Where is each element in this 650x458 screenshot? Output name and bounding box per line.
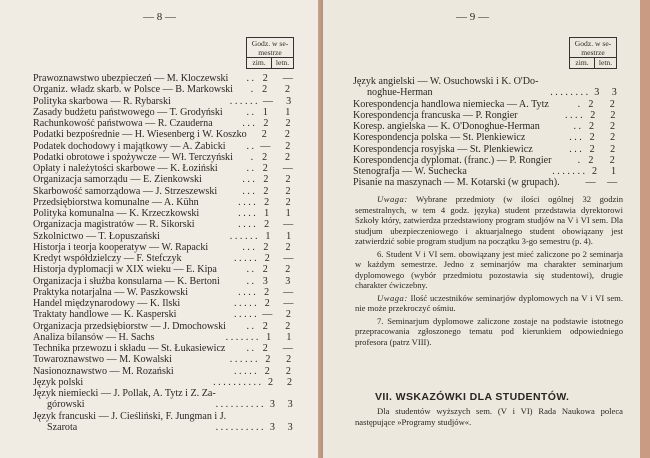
hours-summer: 2 bbox=[285, 118, 291, 129]
left-page bbox=[0, 0, 322, 458]
hours-summer: 2 bbox=[285, 84, 291, 96]
course-name: Podatek dochodowy i majątkowy — A. Żabicki bbox=[33, 140, 226, 152]
hours-summer bbox=[276, 411, 299, 422]
hours-summer: 2 bbox=[609, 121, 616, 132]
hours-winter: 3 bbox=[594, 87, 600, 99]
course-row bbox=[33, 242, 299, 253]
course-row bbox=[33, 399, 299, 410]
hours-winter: 2 bbox=[268, 376, 274, 388]
hours-winter: 2 bbox=[590, 109, 596, 121]
course-row bbox=[33, 84, 299, 95]
leader-dots: . . . bbox=[569, 143, 582, 155]
course-name: Koresp. angielska — K. O'Donoghue-Herman bbox=[353, 121, 540, 132]
hdr-mestrze-right: mestrze bbox=[581, 48, 605, 57]
course-name: Język polski bbox=[33, 376, 84, 388]
hours-winter: 2 bbox=[264, 253, 270, 264]
leader-dots: . . . . bbox=[238, 196, 256, 208]
paragraph-6: 6. Student V i VI sem. obowiązany jest mieć zaliczone po 2 seminarja w każdym semestrze. Jedno z seminarjów ma charakter seminarjum dyplomowego (wybór przedmiotu pozostawia się studentowi), drugie charakter ćwiczebny. bbox=[355, 248, 623, 290]
hours-summer: 2 bbox=[609, 154, 615, 166]
leader-dots: . . bbox=[246, 106, 255, 118]
hours-winter: 2 bbox=[263, 185, 269, 197]
course-name: Historja i teorja kooperatyw — W. Rapacki bbox=[33, 241, 209, 253]
course-name: Nasionoznawstwo — M. Rozański bbox=[33, 365, 174, 377]
hours-summer: 2 bbox=[285, 365, 291, 377]
hours-winter: 2 bbox=[264, 298, 270, 309]
course-name: Korespondencja polska — St. Plenkiewicz bbox=[353, 132, 526, 144]
leader-dots: . . . . . . bbox=[229, 230, 258, 242]
hdr-godz-right: Godz. w se- bbox=[574, 39, 612, 48]
hdr-letn-left: letn. bbox=[272, 58, 294, 69]
course-row bbox=[33, 366, 299, 377]
hours-header-left bbox=[246, 37, 294, 69]
section-text: Dla studentów wyższych sem. (V i VI) Rada Naukowa poleca następujące »Programy studjów«. bbox=[355, 406, 623, 427]
hours-summer: — bbox=[607, 177, 618, 189]
leader-dots: . . . . . . . . . . bbox=[215, 421, 264, 433]
hours-summer: 2 bbox=[285, 174, 291, 186]
hours-summer: 2 bbox=[285, 151, 291, 163]
right-page bbox=[323, 0, 646, 458]
hours-summer: — bbox=[283, 253, 294, 264]
leader-dots: . . . . . bbox=[233, 365, 257, 377]
course-row bbox=[33, 73, 299, 84]
course-name: Język niemiecki — J. Pollak, A. Tytz i Z. Za- bbox=[33, 388, 216, 399]
course-row bbox=[353, 87, 623, 98]
course-row bbox=[353, 110, 623, 121]
hours-summer: 2 bbox=[609, 98, 615, 110]
hdr-mestrze-left: mestrze bbox=[258, 48, 282, 57]
hours-summer: 2 bbox=[285, 140, 291, 152]
course-row bbox=[33, 152, 299, 163]
course-row bbox=[33, 231, 299, 242]
course-name: Podatki obrotowe i spożywcze — Wł. Terczyński bbox=[33, 151, 233, 163]
leader-dots: . bbox=[577, 154, 581, 166]
hours-summer: 2 bbox=[285, 241, 291, 253]
course-row bbox=[353, 144, 623, 155]
leader-dots: . . bbox=[246, 140, 255, 152]
course-name: noghue-Herman bbox=[367, 87, 433, 99]
hours-summer: 2 bbox=[285, 196, 291, 208]
hours-summer: 1 bbox=[286, 230, 292, 242]
hours-winter: — bbox=[262, 309, 273, 321]
hdr-letn-right: letn. bbox=[595, 58, 617, 69]
uwaga-1 bbox=[355, 194, 623, 247]
hours-summer: 3 bbox=[285, 275, 291, 287]
course-name: Polityka komunalna — K. Krzeczkowski bbox=[33, 208, 200, 219]
leader-dots: . . . . . bbox=[233, 298, 257, 309]
course-name: Prawoznawstwo ubezpieczeń — M. Kloczewski bbox=[33, 73, 229, 84]
course-name: Podatki bezpośrednie — H. Wiesenberg i W. Koszko bbox=[33, 129, 247, 141]
course-name: Analiza bilansów — H. Sachs bbox=[33, 331, 155, 343]
hours-summer: 1 bbox=[610, 166, 617, 177]
hours-winter: — bbox=[260, 140, 271, 152]
hours-winter: 1 bbox=[266, 331, 272, 343]
hours-summer: 2 bbox=[285, 309, 291, 321]
course-list-right bbox=[353, 76, 623, 189]
leader-dots: . bbox=[250, 84, 254, 96]
hours-winter: 2 bbox=[262, 343, 268, 354]
hours-winter: 2 bbox=[262, 264, 268, 276]
course-row bbox=[33, 118, 299, 129]
uwaga-1-text: Wybrane przedmioty (w ilości ogólnej 32 godzin semestralnych, w tem 4 godz. języka) student przedstawia dyrektorowi Szkoły który, zatwierdza przedstawiony program studjów na V i VI sem. Dla studjum ubezpieczeniowego i aktuarjalnego student obowiązany jest zatwierdzić sobie program studjum na początku 3-go semestru (p. 4). bbox=[355, 194, 623, 246]
course-row bbox=[33, 107, 299, 118]
hours-winter: — bbox=[585, 177, 596, 189]
course-name: Skarbowość samorządowa — J. Strzeszewski bbox=[33, 185, 218, 197]
course-row bbox=[33, 309, 299, 320]
hours-winter: 3 bbox=[269, 399, 275, 411]
course-row bbox=[33, 186, 299, 197]
course-name: górowski bbox=[47, 399, 85, 411]
course-row bbox=[33, 197, 299, 208]
hours-summer: — bbox=[282, 73, 293, 84]
leader-dots: . bbox=[250, 151, 254, 163]
hours-summer: 1 bbox=[285, 208, 291, 219]
notes-block bbox=[355, 194, 623, 349]
course-row bbox=[33, 343, 299, 354]
hours-winter: 2 bbox=[263, 118, 269, 129]
hours-summer: 2 bbox=[286, 376, 293, 388]
course-name: Zasady budżetu państwowego — T. Grodyński bbox=[33, 106, 223, 118]
hours-summer: 2 bbox=[285, 320, 291, 332]
hours-winter: 2 bbox=[264, 286, 270, 298]
course-row bbox=[33, 276, 299, 287]
course-row bbox=[353, 121, 623, 132]
hours-summer: 2 bbox=[285, 264, 291, 276]
hours-summer: — bbox=[283, 298, 294, 309]
hours-summer bbox=[601, 76, 623, 87]
hours-summer: 2 bbox=[610, 132, 616, 144]
course-name: Organizacja samorządu — E. Zienkowski bbox=[33, 174, 202, 186]
course-list-left bbox=[33, 73, 299, 433]
leader-dots: . . bbox=[246, 264, 255, 276]
course-row bbox=[353, 76, 623, 87]
course-row bbox=[33, 332, 299, 343]
hours-winter: 2 bbox=[264, 196, 270, 208]
page-number-right: — 9 — bbox=[456, 11, 489, 23]
hours-winter: 2 bbox=[262, 163, 268, 174]
hours-summer: 2 bbox=[285, 185, 291, 197]
hours-winter: 2 bbox=[265, 354, 271, 366]
hours-winter: 3 bbox=[269, 421, 275, 433]
leader-dots: . . bbox=[246, 73, 255, 84]
hours-winter bbox=[253, 388, 276, 399]
leader-dots: . . . . bbox=[238, 286, 256, 298]
course-name: Organizacja i służba konsularna — K. Bertoni bbox=[33, 275, 220, 287]
hours-summer: 3 bbox=[611, 87, 617, 99]
course-row bbox=[33, 354, 299, 365]
course-row bbox=[353, 132, 623, 143]
course-name: Szkolnictwo — T. Łopuszański bbox=[33, 230, 160, 242]
leader-dots: . . bbox=[246, 320, 255, 332]
page-edge bbox=[640, 0, 650, 458]
course-name: Traktaty handlowe — K. Kasperski bbox=[33, 309, 177, 321]
hours-summer: 2 bbox=[284, 129, 290, 141]
hours-summer: 1 bbox=[286, 331, 292, 343]
hours-summer bbox=[276, 388, 299, 399]
course-name: Organizacja magistratów — R. Sikorski bbox=[33, 219, 195, 231]
hdr-godz-left: Godz. w se- bbox=[251, 39, 289, 48]
hours-winter bbox=[253, 411, 276, 422]
hours-summer: 2 bbox=[610, 143, 616, 155]
leader-dots: . . . bbox=[242, 241, 255, 253]
leader-dots: . . . bbox=[242, 118, 255, 129]
hdr-zim-right: zim. bbox=[570, 58, 595, 69]
leader-dots: . . bbox=[246, 163, 255, 174]
uwaga-2-label: Uwaga: bbox=[377, 292, 408, 303]
course-name: Korespondencja dyplomat. (franc.) — P. Rongier bbox=[353, 154, 552, 166]
hours-header-right bbox=[569, 37, 617, 69]
leader-dots: . bbox=[577, 98, 581, 110]
hours-summer: 3 bbox=[286, 95, 292, 107]
course-row bbox=[33, 219, 299, 230]
leader-dots: . . . . . . . bbox=[225, 331, 259, 343]
course-name: Praktyka notarjalna — W. Paszkowski bbox=[33, 286, 189, 298]
uwaga-2 bbox=[355, 293, 623, 314]
course-row bbox=[33, 163, 299, 174]
leader-dots: . . bbox=[573, 121, 582, 132]
course-name: Korespondencja handlowa niemiecka — A. Tytz bbox=[353, 98, 549, 110]
hours-summer: 2 bbox=[610, 109, 616, 121]
hours-winter bbox=[580, 76, 602, 87]
hours-summer: — bbox=[282, 343, 293, 354]
hours-winter: 2 bbox=[262, 151, 268, 163]
course-row bbox=[33, 287, 299, 298]
hours-summer: — bbox=[282, 163, 293, 174]
course-name: Opłaty i należytości skarbowe — K. Łoziński bbox=[33, 163, 218, 174]
course-row bbox=[353, 166, 623, 177]
uwaga-2-text: Ilość uczestników seminarjów dyplomowych na V i VI sem. nie może przekroczyć ośmiu. bbox=[355, 292, 623, 313]
hours-summer: 3 bbox=[287, 399, 293, 411]
course-name: Technika przewozu i składu — St. Łukasiewicz bbox=[33, 343, 226, 354]
course-name: Organiz. władz skarb. w Polsce — B. Markowski bbox=[33, 84, 233, 96]
course-row bbox=[33, 377, 299, 388]
hours-winter: 3 bbox=[262, 275, 268, 287]
leader-dots: . . . bbox=[242, 185, 255, 197]
course-name: Handel międzynarodowy — K. Ilski bbox=[33, 298, 181, 309]
hours-winter: 1 bbox=[264, 208, 270, 219]
leader-dots: . . . . . . . bbox=[552, 166, 586, 177]
hours-summer: — bbox=[283, 286, 294, 298]
hours-summer: 3 bbox=[287, 421, 293, 433]
hours-winter: — bbox=[262, 95, 273, 107]
page-number-left: — 8 — bbox=[143, 11, 176, 23]
course-name: Pisanie na maszynach — M. Kotarski (w grupach). bbox=[353, 177, 560, 189]
course-name: Towaroznawstwo — M. Kowalski bbox=[33, 354, 172, 366]
hours-winter: 2 bbox=[264, 365, 270, 377]
hours-winter: 1 bbox=[262, 106, 268, 118]
course-row bbox=[33, 208, 299, 219]
course-name: Szarota bbox=[47, 421, 78, 433]
hours-winter: 2 bbox=[263, 174, 269, 186]
leader-dots: . . . . . bbox=[233, 309, 257, 321]
leader-dots: . . . . bbox=[238, 208, 256, 219]
course-name: Korespondencja rosyjska — St. Plenkiewicz bbox=[353, 143, 533, 155]
hours-winter: 2 bbox=[592, 166, 598, 177]
uwaga-1-label: Uwaga: bbox=[377, 194, 408, 204]
leader-dots: . . . . . . bbox=[229, 354, 258, 366]
course-row bbox=[33, 129, 299, 140]
course-name: Kredyt współdzielczy — F. Stefczyk bbox=[33, 253, 182, 264]
leader-dots: . . . . . . bbox=[229, 95, 258, 107]
course-row bbox=[353, 99, 623, 110]
hours-winter: 2 bbox=[589, 132, 595, 144]
hours-winter: 2 bbox=[264, 219, 270, 231]
course-name: Polityka skarbowa — R. Rybarski bbox=[33, 95, 171, 107]
hours-winter: 2 bbox=[263, 241, 269, 253]
course-row bbox=[353, 177, 623, 188]
leader-dots: . . . . bbox=[564, 109, 583, 121]
hdr-zim-left: zim. bbox=[247, 58, 272, 69]
leader-dots: . . . . bbox=[238, 219, 256, 231]
leader-dots: . . . . . . . . . . bbox=[213, 376, 262, 388]
course-row bbox=[33, 298, 299, 309]
hours-winter: 1 bbox=[265, 230, 271, 242]
leader-dots: . . bbox=[246, 343, 255, 354]
course-row bbox=[33, 411, 299, 422]
course-name: Stenografja — W. Suchecka bbox=[353, 166, 467, 177]
paragraph-7: 7. Seminarjum dyplomowe zaliczone zostaje na podstawie istotnego przepracowania zgłoszonego tematu pod kierunkiem odpowiedniego profesora (patrz VIII). bbox=[355, 315, 623, 347]
hours-summer: 1 bbox=[285, 106, 291, 118]
leader-dots: . . . bbox=[569, 132, 582, 144]
hours-winter: 2 bbox=[588, 154, 594, 166]
hours-winter: 2 bbox=[262, 84, 268, 96]
leader-dots: . . bbox=[246, 275, 255, 287]
hours-summer: 2 bbox=[286, 354, 292, 366]
course-row bbox=[33, 96, 299, 107]
hours-winter: 2 bbox=[262, 320, 268, 332]
course-row bbox=[33, 253, 299, 264]
section-heading: VII. WSKAZÓWKI DLA STUDENTÓW. bbox=[375, 391, 570, 403]
course-name: Rachunkowość państwowa — R. Czauderna bbox=[33, 118, 213, 129]
leader-dots: . . . bbox=[242, 174, 255, 186]
hours-winter: 2 bbox=[588, 98, 594, 110]
hours-winter: 2 bbox=[588, 121, 595, 132]
hours-winter: 2 bbox=[589, 143, 595, 155]
course-row bbox=[33, 174, 299, 185]
course-name: Język francuski — J. Cieśliński, F. Jungman i J. bbox=[33, 410, 227, 422]
leader-dots: . . . . . bbox=[233, 253, 257, 264]
course-row bbox=[33, 141, 299, 152]
course-name: Organizacja przedsiębiorstw — J. Dmochowski bbox=[33, 320, 226, 332]
course-row bbox=[33, 264, 299, 275]
course-row bbox=[33, 422, 299, 433]
course-name: Korespondencja francuska — P. Rongier bbox=[353, 109, 518, 121]
course-row bbox=[33, 388, 299, 399]
hours-winter: 2 bbox=[262, 73, 268, 84]
hours-winter: 2 bbox=[261, 129, 267, 141]
course-name: Historja dyplomacji w XIX wieku — E. Kipa bbox=[33, 264, 217, 276]
leader-dots: . . . . . . . . . . bbox=[215, 399, 264, 411]
course-name: Język angielski — W. Osuchowski i K. O'Do- bbox=[353, 76, 539, 87]
leader-dots: . . . . . . . . bbox=[550, 87, 589, 99]
section-text-block bbox=[355, 406, 623, 429]
course-row bbox=[33, 321, 299, 332]
course-row bbox=[353, 155, 623, 166]
course-name: Przedsiębiorstwa komunalne — A. Kühn bbox=[33, 196, 199, 208]
hours-summer: — bbox=[283, 219, 294, 231]
